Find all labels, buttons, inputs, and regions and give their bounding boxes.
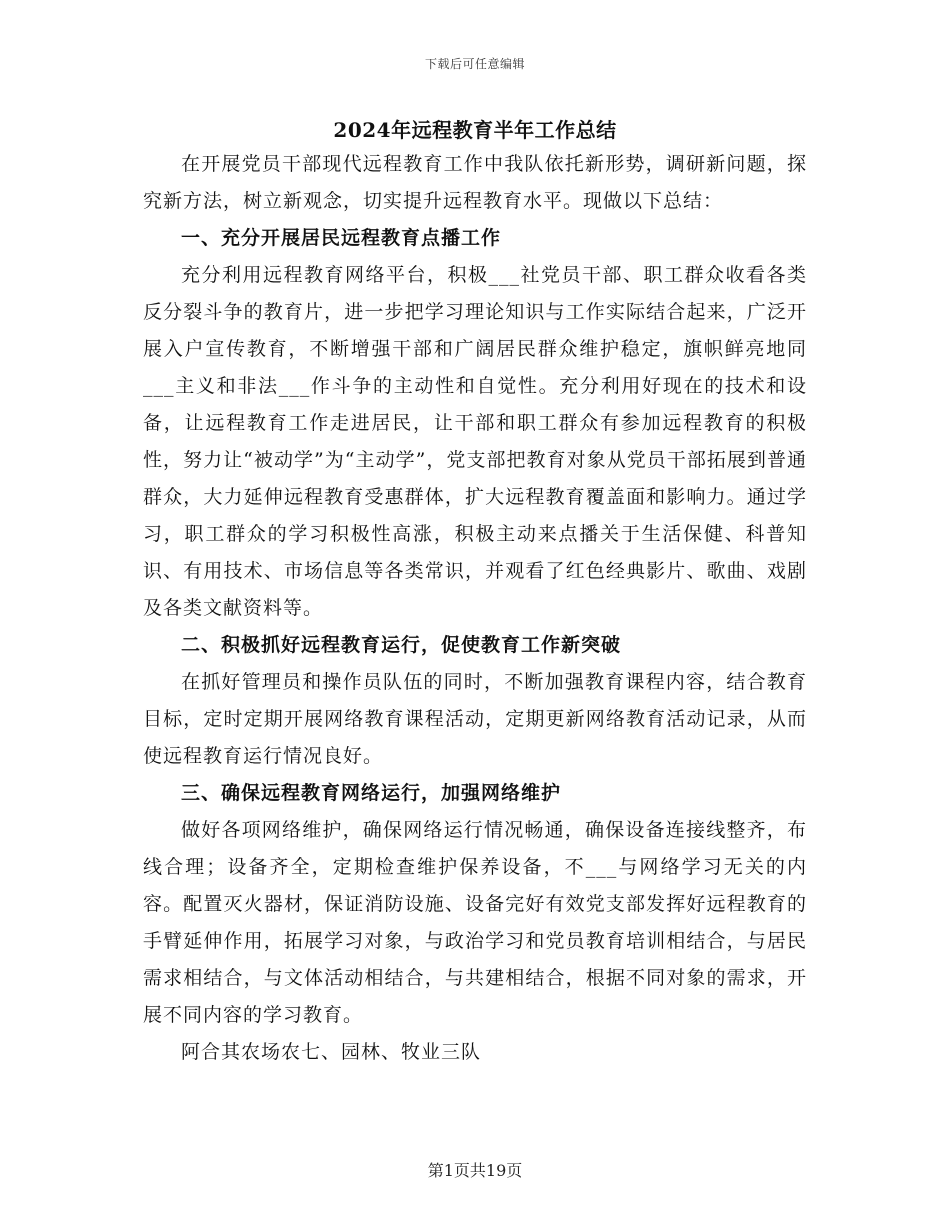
section-2-body: 在抓好管理员和操作员队伍的同时，不断加强教育课程内容，结合教育目标，定时定期开展网络教育课程活动，定期更新网络教育活动记录，从而使远程教育运行情况良好。 — [143, 671, 807, 767]
section-2-heading: 二、积极抓好远程教育运行，促使教育工作新突破 — [181, 634, 622, 656]
section-1-heading: 一、充分开展居民远程教育点播工作 — [181, 227, 502, 249]
page-number-footer: 第1页共19页 — [427, 1161, 523, 1180]
section-1-body: 充分利用远程教育网络平台，积极___社党员干部、职工群众收看各类反分裂斗争的教育片，进一步把学习理论知识与工作实际结合起来，广泛开展入户宣传教育，不断增强干部和广阔居民群众维护稳定，旗帜鲜亮地同___主义和非法___作斗争的主动性和自觉性。充分利用好现在的技术和设备，让远程教育工作走进居民，让干部和职工群众有参加远程教育的积极性，努力让“被动学”为“主动学”，党支部把教育对象从党员干部拓展到普通群众，大力延伸远程教育受惠群体，扩大远程教育覆盖面和影响力。通过学习，职工群众的学习积极性高涨，积极主动来点播关于生活保健、科普知识、有用技术、市场信息等各类常识，并观看了红色经典影片、歌曲、戏剧及各类文献资料等。 — [143, 264, 807, 619]
header-note: 下载后可任意编辑 — [424, 57, 525, 71]
section-3-heading: 三、确保远程教育网络运行，加强网络维护 — [181, 782, 562, 804]
section-3-body: 做好各项网络维护，确保网络运行情况畅通，确保设备连接线整齐，布线合理；设备齐全，定期检查维护保养设备，不___与网络学习无关的内容。配置灭火器材，保证消防设施、设备完好有效党支部发挥好远程教育的手臂延伸作用，拓展学习对象，与政治学习和党员教育培训相结合，与居民需求相结合，与文体活动相结合，与共建相结合，根据不同对象的需求，开展不同内容的学习教育。 — [143, 819, 807, 1026]
intro-paragraph: 在开展党员干部现代远程教育工作中我队依托新形势，调研新问题，探究新方法，树立新观念，切实提升远程教育水平。现做以下总结： — [143, 153, 807, 212]
document-title: 2024年远程教育半年工作总结 — [333, 118, 617, 142]
document-body — [143, 146, 807, 1071]
signature-line: 阿合其农场农七、园林、牧业三队 — [181, 1041, 482, 1063]
